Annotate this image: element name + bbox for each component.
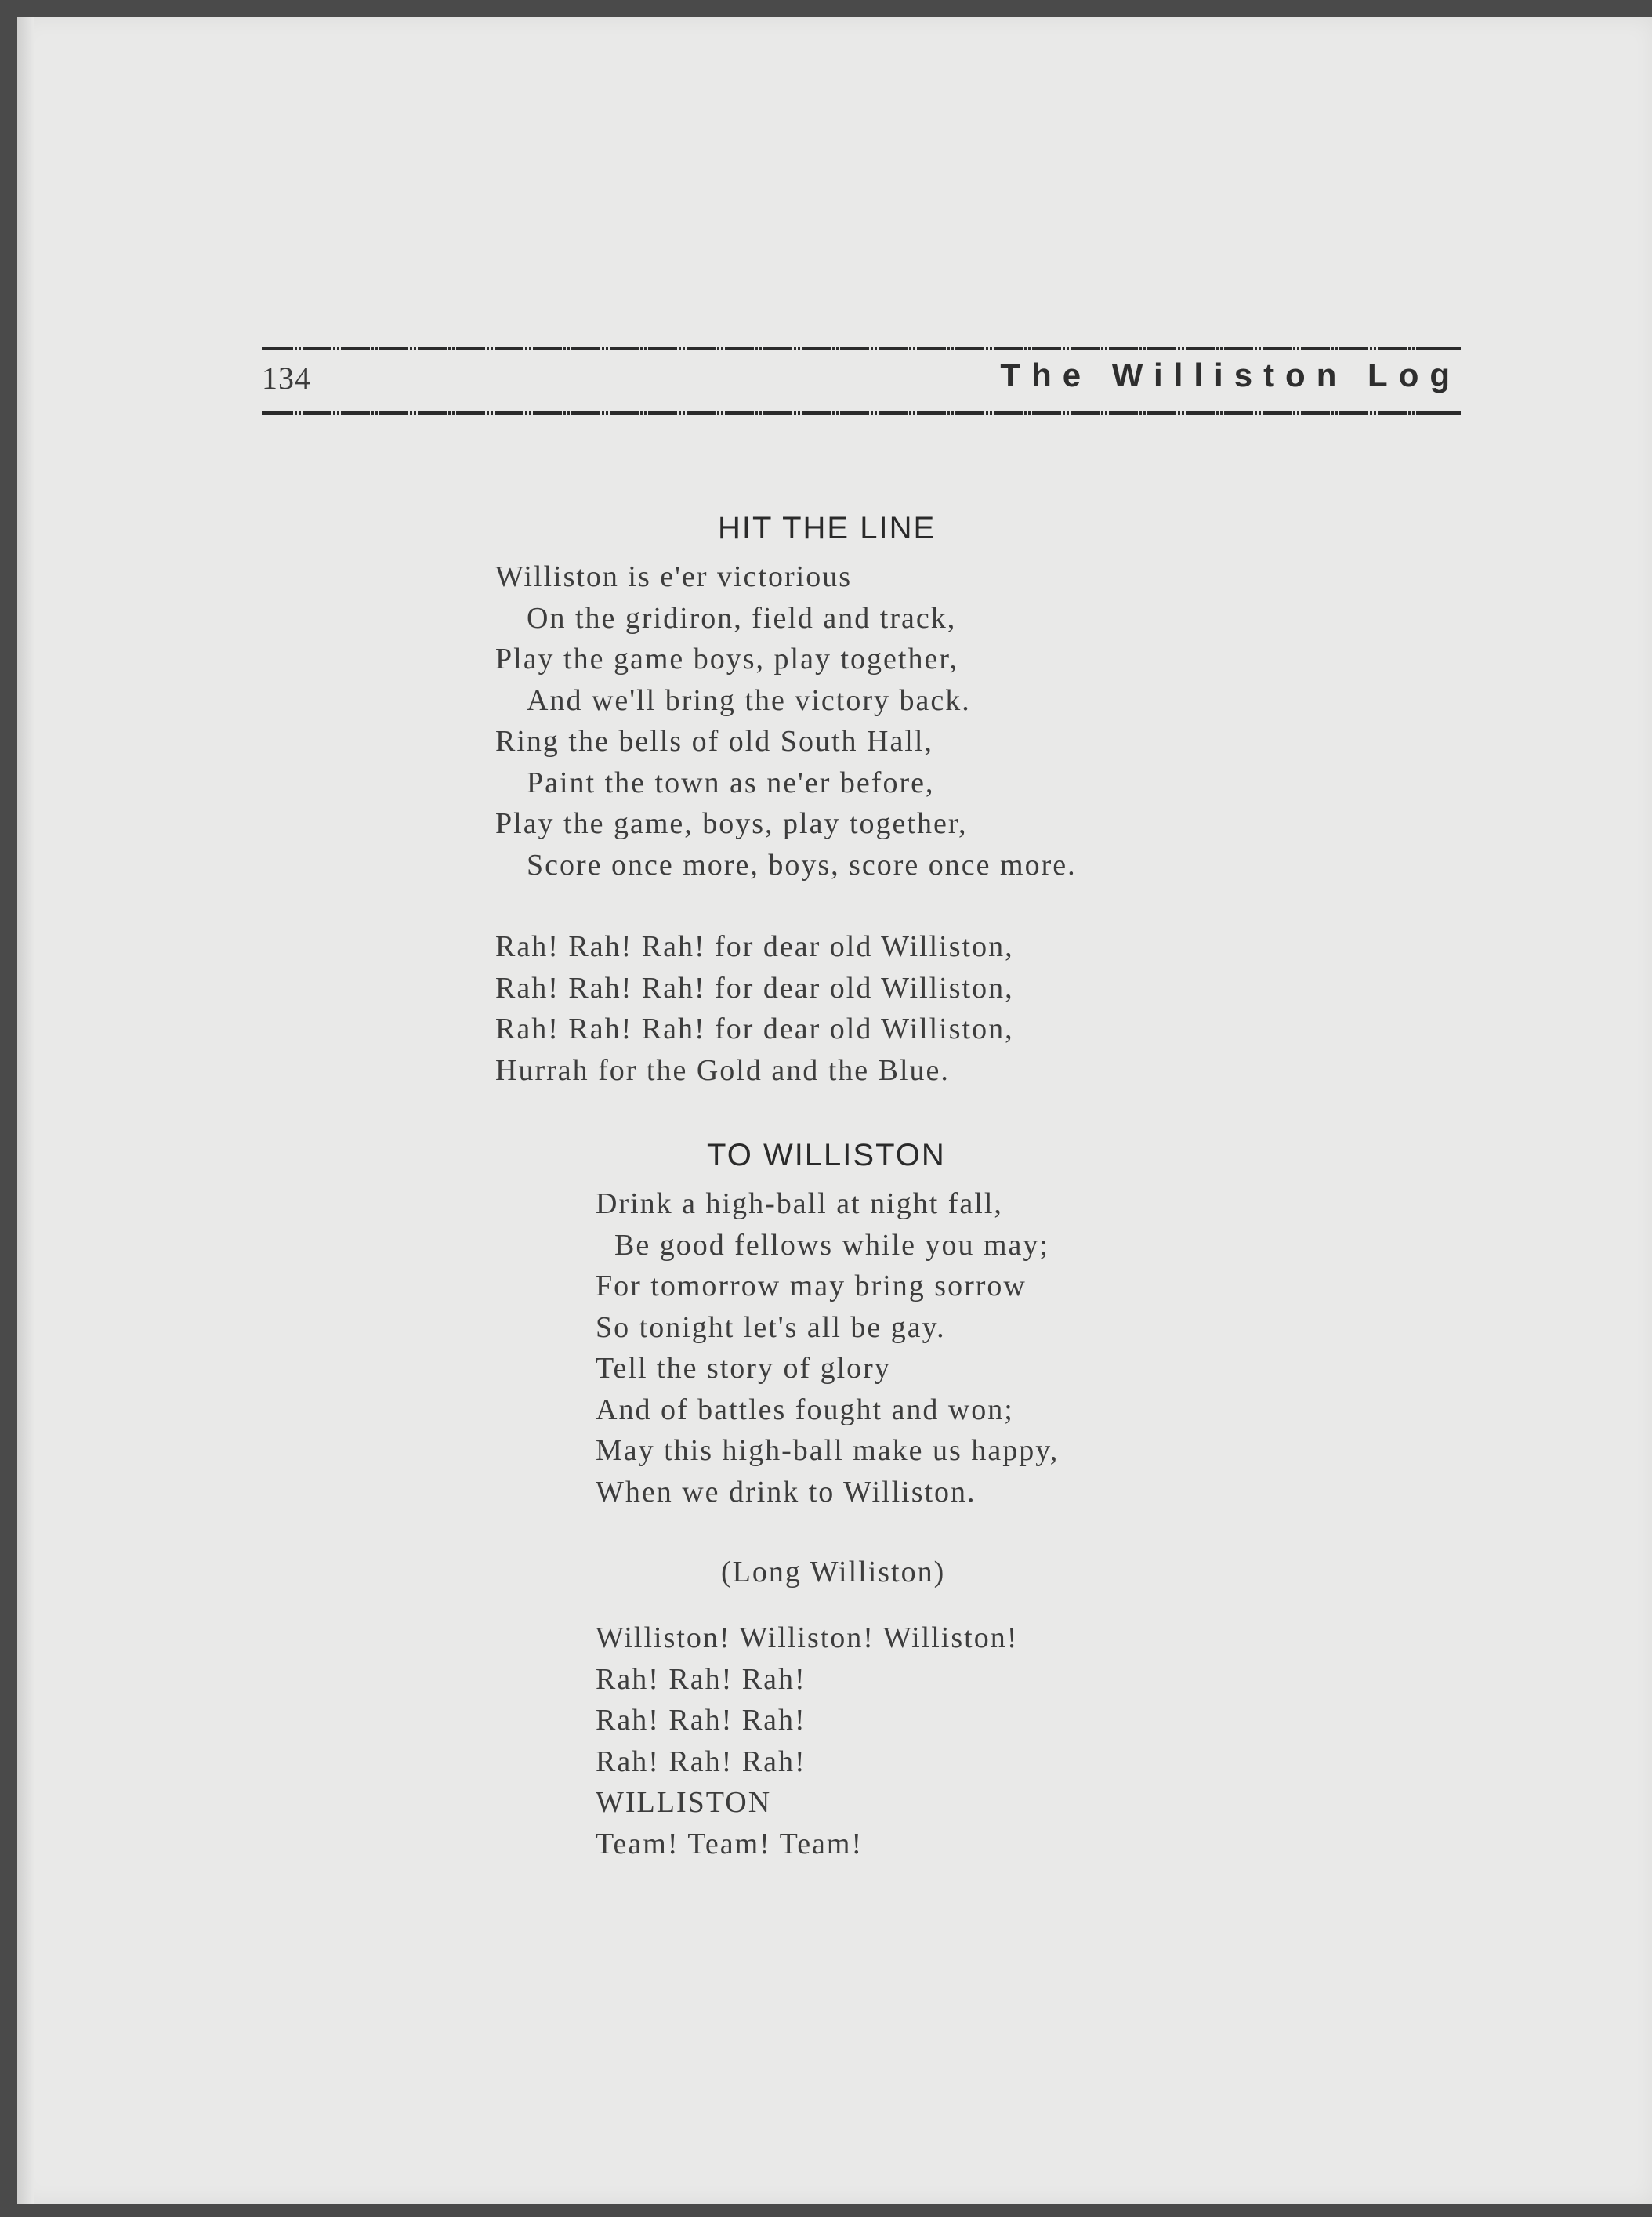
verse-line: When we drink to Williston. (596, 1475, 976, 1509)
poem-title-to-williston: TO WILLISTON (707, 1138, 946, 1172)
verse-line: And of battles fought and won; (596, 1393, 1014, 1426)
verse-line: Williston is e'er victorious (495, 560, 852, 593)
header-rule-bottom (262, 407, 1461, 419)
page (17, 17, 1652, 2204)
verse-line: For tomorrow may bring sorrow (596, 1270, 1027, 1302)
cheer-line: Williston! Williston! Williston! (596, 1621, 1019, 1654)
verse-line: Score once more, boys, score once more. (527, 848, 1077, 882)
verse-line: Hurrah for the Gold and the Blue. (495, 1053, 950, 1087)
verse-line: On the gridiron, field and track, (527, 601, 957, 635)
running-title: The Williston Log (1000, 357, 1461, 393)
page-number: 134 (262, 360, 311, 396)
verse-line: So tonight let's all be gay. (596, 1310, 946, 1344)
verse-line: Paint the town as ne'er before, (527, 766, 935, 799)
poem-to-williston (596, 1183, 1059, 1512)
verse-line: Be good fellows while you may; (614, 1228, 1049, 1262)
verse-line: May this high-ball make us happy, (596, 1434, 1060, 1467)
stanza-break (495, 886, 1077, 926)
running-header (262, 327, 1461, 437)
header-rule-top (262, 342, 1461, 355)
cheer-line: Rah! Rah! Rah! (596, 1744, 806, 1778)
verse-line: And we'll bring the victory back. (527, 683, 971, 717)
cheer-line: Rah! Rah! Rah! (596, 1704, 806, 1737)
verse-line: Ring the bells of old South Hall, (495, 725, 933, 758)
verse-line: Tell the story of glory (596, 1352, 891, 1385)
verse-line: Play the game, boys, play together, (495, 807, 968, 840)
verse-line: Drink a high-ball at night fall, (596, 1187, 1003, 1220)
cheer-line: WILLISTON (596, 1786, 772, 1819)
page-edge (17, 17, 34, 2204)
cheer-long-williston (596, 1617, 1018, 1864)
verse-line: Rah! Rah! Rah! for dear old Williston, (495, 1013, 1014, 1045)
poem-hit-the-line (495, 556, 1077, 1091)
cheer-title: (Long Williston) (721, 1556, 946, 1588)
cheer-line: Rah! Rah! Rah! (596, 1662, 806, 1696)
cheer-line: Team! Team! Team! (596, 1827, 864, 1860)
verse-line: Rah! Rah! Rah! for dear old Williston, (495, 971, 1014, 1005)
verse-line: Play the game boys, play together, (495, 643, 958, 676)
poem-title-hit-the-line: HIT THE LINE (718, 511, 936, 545)
verse-line: Rah! Rah! Rah! for dear old Williston, (495, 930, 1014, 963)
